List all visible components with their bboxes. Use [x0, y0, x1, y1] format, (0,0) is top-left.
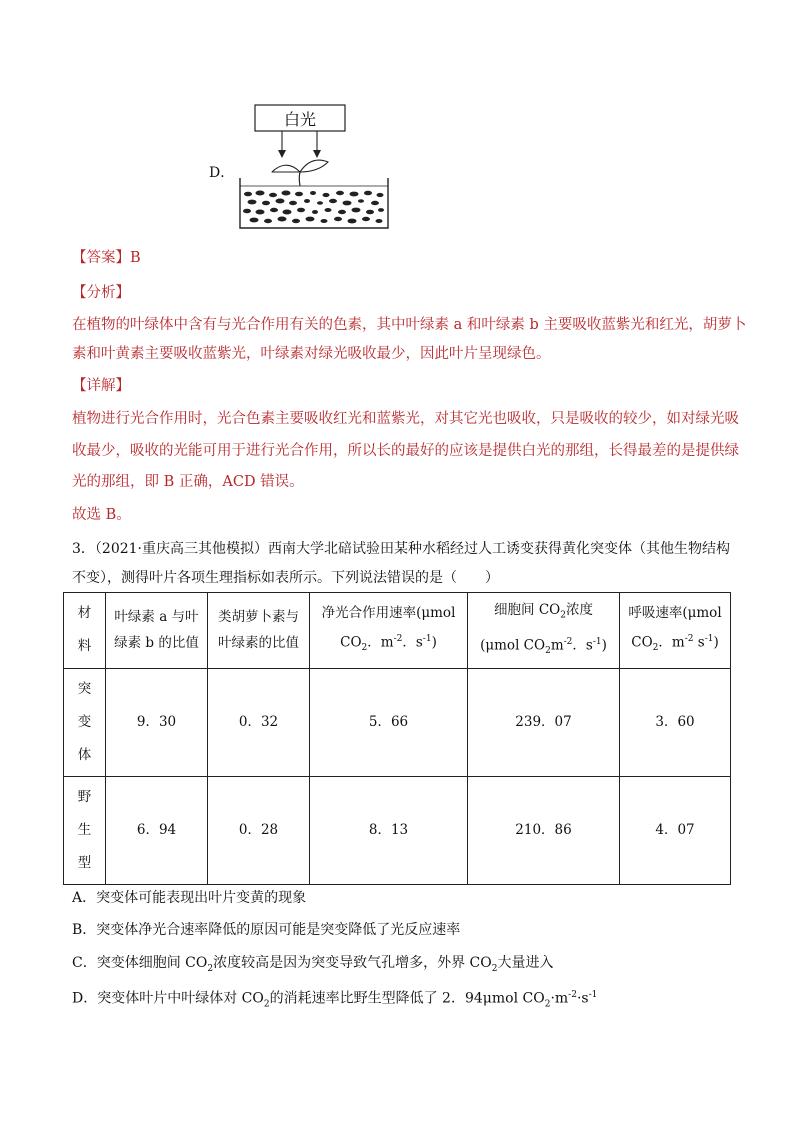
header-carotenoid-ratio: 类胡萝卜素与叶绿素的比值: [208, 593, 310, 669]
cell: 8．13: [310, 776, 468, 884]
table-row: [64, 776, 731, 884]
row-label: 野生型: [77, 788, 92, 871]
cell: 239．07: [468, 668, 620, 776]
cell: 6．94: [106, 776, 208, 884]
cell: 0．28: [208, 776, 310, 884]
cell: 0．32: [208, 668, 310, 776]
question3-line-2: 不变），测得叶片各项生理指标如表所示。下列说法错误的是（ ）: [72, 570, 499, 586]
header-chl-ratio: 叶绿素 a 与叶绿素 b 的比值: [106, 593, 208, 669]
option-d: D．突变体叶片中叶绿体对 $CO_2$的消耗速率比野生型降低了 2．94μmol $CO_2\cdot m^{-2}\cdot s^{-1}$: [72, 990, 598, 1010]
data-table: [63, 592, 731, 885]
table-row: [64, 668, 731, 776]
answer-line: [72, 248, 141, 268]
detail-tag: 【详解】: [72, 378, 130, 394]
answer-tag: 【答案】: [72, 250, 130, 266]
cell: 5．66: [310, 668, 468, 776]
analysis-line-2: 素和叶黄素主要吸收蓝紫光，叶绿素对绿光吸收最少，因此叶片呈现绿色。: [72, 346, 551, 362]
detail-line-2: 收最少，吸收的光能可用于进行光合作用，所以长的最好的应该是提供白光的那组，长得最差的是提供绿: [72, 443, 739, 459]
analysis-line-1: 在植物的叶绿体中含有与光合作用有关的色素，其中叶绿素 a 和叶绿素 b 主要吸收蓝紫光和红光，胡萝卜: [72, 317, 747, 333]
detail-line-1: 植物进行光合作用时，光合色素主要吸收红光和蓝紫光，对其它光也吸收，只是吸收的较少，如对绿光吸: [72, 411, 739, 427]
option-d-label: D．: [209, 165, 235, 181]
question3-line-1: 3．（2021·重庆高三其他模拟）西南大学北碚试验田某种水稻经过人工诱变获得黄化突变体（其他生物结构: [72, 541, 730, 557]
header-intercellular-co2: 细胞间 $CO_2$浓度 (μmol $CO_2m^{-2}$．$s^{-1}$): [468, 593, 620, 669]
detail-line-3: 光的那组，即 B 正确，ACD 错误。: [72, 474, 304, 490]
option-c: C．突变体细胞间 $CO_2$浓度较高是因为突变导致气孔增多，外界 $CO_2$大量进入: [72, 955, 554, 974]
light-box-label: 白光: [283, 110, 317, 129]
soil-particles: [243, 191, 384, 224]
header-respiration-rate: 呼吸速率(μmol $CO_2$．$m^{-2}$ $s^{-1}$): [620, 593, 731, 669]
cell: 3．60: [620, 668, 731, 776]
table-header-row: [64, 593, 731, 669]
conclusion: 故选 B。: [72, 507, 131, 523]
option-b: B．突变体净光合速率降低的原因可能是突变降低了光反应速率: [72, 922, 461, 938]
row-label: 突变体: [77, 680, 92, 763]
option-a: A．突变体可能表现出叶片变黄的现象: [72, 890, 307, 906]
cell: 210．86: [468, 776, 620, 884]
header-material: 材料: [64, 593, 106, 669]
figure-d-diagram: [230, 100, 400, 235]
analysis-tag: 【分析】: [72, 285, 130, 301]
answer-value: B: [130, 250, 141, 266]
cell: 9．30: [106, 668, 208, 776]
header-net-photosynthesis: 净光合作用速率(μmol $CO_2$．$m^{-2}$．$s^{-1}$): [310, 593, 468, 669]
cell: 4．07: [620, 776, 731, 884]
